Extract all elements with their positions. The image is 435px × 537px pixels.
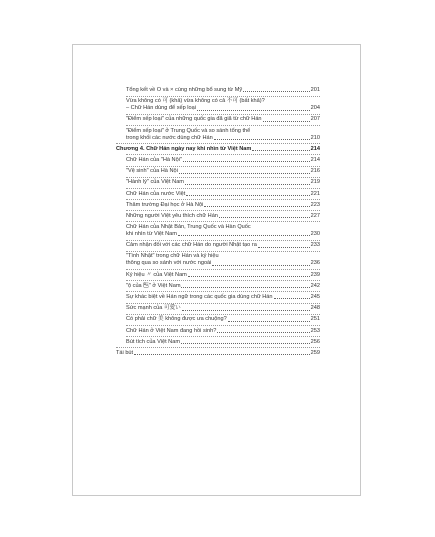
dot-leader <box>258 247 310 248</box>
toc-entry <box>116 87 320 94</box>
toc-entry <box>116 202 320 209</box>
dot-leader <box>204 206 309 207</box>
entry-divider <box>126 251 320 252</box>
dot-leader <box>228 321 310 322</box>
toc-entry-title: Sức mạnh của 可愛い <box>126 305 181 312</box>
toc-entry-title: Ký hiệu 〃 của Việt Nam <box>126 271 187 278</box>
toc-entry-title: Chữ Hán của Nhật Bản, Trung Quốc và Hàn Quốc <box>126 224 251 231</box>
toc-entry-title-continued: trong khối các nước dùng chữ Hán <box>126 134 213 141</box>
toc-page-number: 207 <box>310 116 320 123</box>
toc-page-number: 259 <box>310 349 320 356</box>
toc-entry-title: "ộ của 𠀧" ở Việt Nam <box>126 282 181 289</box>
toc-entry-title: Thâm trường Đại học ở Hà Nội <box>126 201 204 208</box>
entry-divider <box>126 166 320 167</box>
toc-entry-title: "Vệ sinh" của Hà Nội <box>126 168 178 175</box>
dot-leader <box>214 139 310 140</box>
entry-divider <box>126 221 320 222</box>
dot-leader <box>188 276 310 277</box>
dot-leader <box>212 265 309 266</box>
toc-entry <box>116 116 320 123</box>
book-page <box>72 44 361 496</box>
toc-entry-title: "Tình Nhật" trong chữ Hán và ký hiệu <box>126 253 219 260</box>
toc-entry <box>116 283 320 290</box>
toc-entry-title-continued: khi nhìn từ Việt Nam <box>126 231 177 238</box>
toc-entry-title: "Điểm xếp loại" ở Trung Quốc và so sánh tổng thể <box>126 127 251 134</box>
toc-entry <box>116 213 320 220</box>
toc-entry-title: Có phải chữ 美 không được ưa chuộng? <box>126 316 227 323</box>
toc-page-number: 219 <box>310 179 320 186</box>
toc-entry-title: Tổng kết về Ο và × cùng những bổ sung từ Mỹ <box>126 87 243 93</box>
toc-entry <box>116 157 320 164</box>
toc-entry-title-continued: – Chữ Hán dùng để xếp loại <box>126 105 196 112</box>
toc-entry <box>116 253 320 267</box>
toc-entry-title: Tái bút <box>116 349 134 356</box>
entry-divider <box>116 143 320 144</box>
toc-entry <box>116 224 320 238</box>
entry-divider <box>126 188 320 189</box>
toc-page-number: 245 <box>310 294 320 300</box>
toc-page-number: 216 <box>310 168 320 175</box>
dot-leader <box>263 121 310 122</box>
toc-entry-title: Cảm nhận đối với các chữ Hán do người Nhật tạo ra <box>126 242 257 249</box>
toc-page-number: 230 <box>310 231 320 238</box>
dot-leader <box>219 217 310 218</box>
toc-page-number: 233 <box>310 242 320 249</box>
entry-divider <box>126 177 320 178</box>
toc-entry-title: Sự khác biệt về Hán ngữ trong các quốc gia dùng chữ Hán <box>126 294 273 300</box>
entry-divider <box>116 347 320 348</box>
dot-leader <box>185 184 310 185</box>
toc-entry <box>116 168 320 175</box>
entry-divider <box>126 269 320 270</box>
dot-leader <box>178 235 310 236</box>
toc-page-number: 251 <box>310 316 320 323</box>
dot-leader <box>183 161 310 162</box>
toc-entry <box>116 191 320 198</box>
dot-leader <box>243 91 309 92</box>
toc-entry-title: Chữ Hán của "Hà Nội" <box>126 156 182 163</box>
dot-leader <box>274 298 310 299</box>
toc-page-number: 248 <box>310 305 320 312</box>
toc-entry <box>116 179 320 186</box>
toc-entry-title: Chữ Hán ở Việt Nam đang hồi sinh? <box>126 327 217 334</box>
entry-divider <box>126 303 320 304</box>
toc-page-number: 221 <box>310 190 320 197</box>
entry-divider <box>126 125 320 126</box>
toc-entry <box>116 98 320 112</box>
dot-leader <box>217 332 309 333</box>
entry-divider <box>126 210 320 211</box>
toc-entry <box>116 272 320 279</box>
toc-page-number: 253 <box>310 327 320 334</box>
toc-page-number: 210 <box>310 134 320 141</box>
entry-divider <box>126 314 320 315</box>
dot-leader <box>134 354 310 355</box>
toc-page-number: 223 <box>310 201 320 208</box>
toc-entry-title: Bút tích của Việt Nam <box>126 338 180 345</box>
entry-divider <box>126 325 320 326</box>
entry-divider <box>126 199 320 200</box>
toc-entry-title-continued: thông qua so sánh với nước ngoài <box>126 260 212 267</box>
toc-page-number: 239 <box>310 271 320 278</box>
dot-leader <box>197 110 310 111</box>
toc-entry-title: Vừa không có 可 (khả) vừa không có cả 不可 (bất khả)? <box>126 98 265 105</box>
toc-page-number: 236 <box>310 260 320 267</box>
entry-divider <box>126 114 320 115</box>
toc-entry-title: "Hành lý" của Việt Nam <box>126 179 184 186</box>
toc-page-number: 204 <box>310 105 320 112</box>
toc-page-number: 214 <box>310 145 320 152</box>
toc-entry <box>116 339 320 346</box>
toc-entry-title: Chữ Hán của nước Việt <box>126 190 186 197</box>
entry-divider <box>126 96 320 97</box>
entry-divider <box>126 240 320 241</box>
toc-entry-title: Những người Việt yêu thích chữ Hán <box>126 212 218 219</box>
toc-page-number: 214 <box>310 156 320 163</box>
dot-leader <box>181 287 309 288</box>
toc-page-number: 256 <box>310 338 320 345</box>
toc-page-number: 242 <box>310 282 320 289</box>
toc-entry-title: "Điểm xếp loại" của những quốc gia đã giã từ chữ Hán <box>126 116 262 123</box>
toc-page-number: 201 <box>310 87 320 93</box>
entry-divider <box>126 291 320 292</box>
dot-leader <box>179 173 310 174</box>
table-of-contents <box>116 87 320 357</box>
chapter-title: Chương 4. Chữ Hán ngày nay khi nhìn từ Việt Nam <box>116 145 252 152</box>
toc-entry <box>116 305 320 312</box>
toc-page-number: 227 <box>310 212 320 219</box>
entry-divider <box>126 280 320 281</box>
dot-leader <box>252 150 309 151</box>
toc-entry <box>116 128 320 142</box>
dot-leader <box>186 195 309 196</box>
toc-entry <box>116 316 320 323</box>
dot-leader <box>182 310 310 311</box>
entry-divider <box>126 336 320 337</box>
toc-entry <box>116 328 320 335</box>
toc-entry <box>116 294 320 301</box>
dot-leader <box>181 343 310 344</box>
entry-divider <box>126 154 320 155</box>
toc-entry <box>116 242 320 249</box>
toc-entry-afterword <box>116 350 320 357</box>
toc-chapter-heading <box>116 146 320 153</box>
